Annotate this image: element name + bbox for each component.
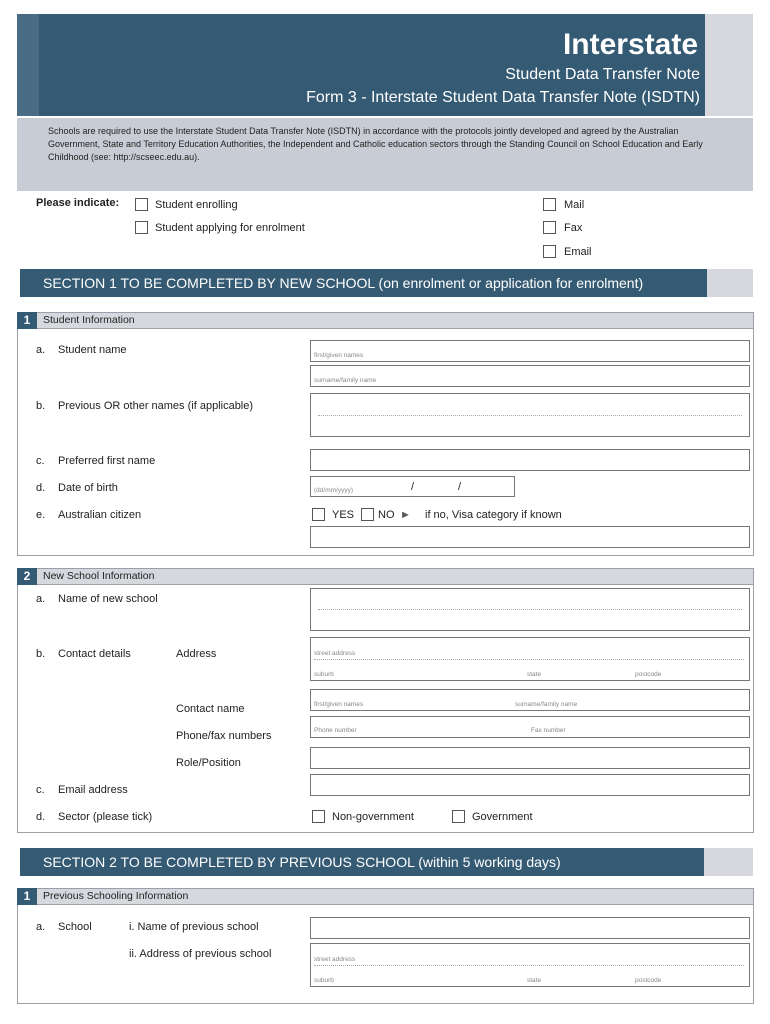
student-enrolling-label: Student enrolling bbox=[155, 199, 238, 211]
form-name bbox=[306, 89, 700, 107]
government-label: Government bbox=[472, 811, 533, 823]
ns-b-letter: b. bbox=[36, 648, 46, 660]
citizen-yes-checkbox[interactable] bbox=[312, 508, 325, 521]
section1-title: SECTION 1 TO BE COMPLETED BY NEW SCHOOL (on enrolment or application for enrolment) bbox=[43, 275, 644, 291]
d-letter: d. bbox=[36, 482, 46, 494]
government-checkbox[interactable] bbox=[452, 810, 465, 823]
previous-names-divider bbox=[318, 415, 742, 416]
school-label: School bbox=[58, 921, 92, 933]
citizen-yes-label: YES bbox=[332, 509, 355, 521]
email-address-field[interactable] bbox=[310, 774, 750, 796]
student-name-label: Student name bbox=[58, 344, 127, 356]
form-title: Interstate bbox=[562, 28, 698, 61]
contact-surname-hint: surname/family name bbox=[515, 701, 578, 708]
intro-text: Schools are required to use the Interstate Student Data Transfer Note (ISDTN) in accordance with the protocols jointly developed and agreed by the Australian Government, State and Territory Education Authorities, the Independent and Catholic education sectors through the Standing Council on School Education and Early Childhood (see: http://scseec.edu.au). bbox=[48, 126, 703, 162]
address-label: Address bbox=[176, 648, 217, 660]
ps-postcode-hint: postcode bbox=[635, 977, 662, 984]
first-name-field[interactable] bbox=[310, 340, 750, 362]
preferred-name-label: Preferred first name bbox=[58, 455, 156, 467]
section2-title: SECTION 2 TO BE COMPLETED BY PREVIOUS SCHOOL (within 5 working days) bbox=[43, 854, 561, 870]
dob-hint: (dd/mm/yyyy) bbox=[314, 487, 353, 494]
contact-details-label: Contact details bbox=[58, 648, 131, 660]
email-checkbox[interactable] bbox=[543, 245, 556, 258]
role-label: Role/Position bbox=[176, 757, 241, 769]
ns-d-letter: d. bbox=[36, 811, 46, 823]
surname-hint: surname/family name bbox=[314, 377, 377, 384]
postcode-hint: postcode bbox=[635, 671, 662, 678]
email-label: Email bbox=[564, 246, 592, 258]
student-info-number: 1 bbox=[17, 312, 37, 329]
dob-slash-2: / bbox=[458, 481, 462, 493]
previous-school-address-label: ii. Address of previous school bbox=[129, 948, 272, 960]
e-letter: e. bbox=[36, 509, 46, 521]
new-school-number: 2 bbox=[17, 568, 37, 585]
previous-schooling-title: Previous Schooling Information bbox=[43, 890, 189, 902]
first-name-hint: first/given names bbox=[314, 352, 364, 359]
ns-a-letter: a. bbox=[36, 593, 46, 605]
dob-label: Date of birth bbox=[58, 482, 118, 494]
visa-field[interactable] bbox=[310, 526, 750, 548]
mail-checkbox[interactable] bbox=[543, 198, 556, 211]
fax-label: Fax bbox=[564, 222, 583, 234]
mail-label: Mail bbox=[564, 199, 585, 211]
fax-hint: Fax number bbox=[531, 727, 566, 734]
form-subtitle: Student Data Transfer Note bbox=[505, 66, 700, 83]
citizen-no-label: NO bbox=[378, 509, 395, 521]
phone-fax-label: Phone/fax numbers bbox=[176, 730, 272, 742]
indicate-label: Please indicate: bbox=[36, 197, 120, 209]
a-letter: a. bbox=[36, 344, 46, 356]
ns-c-letter: c. bbox=[36, 784, 45, 796]
ps-street-hint: street address bbox=[314, 956, 356, 963]
student-info-title: Student Information bbox=[43, 314, 135, 326]
ps-address-divider bbox=[314, 965, 744, 966]
form-full-name: Interstate Student Data Transfer Note (ISDTN) bbox=[370, 89, 700, 106]
previous-schooling-number: 1 bbox=[17, 888, 37, 905]
form-dash: - bbox=[356, 89, 371, 106]
suburb-hint: suburb bbox=[314, 671, 334, 678]
dob-slash-1: / bbox=[411, 481, 415, 493]
student-applying-checkbox[interactable] bbox=[135, 221, 148, 234]
form-label: Form 3 bbox=[306, 89, 357, 106]
new-school-name-label: Name of new school bbox=[58, 593, 158, 605]
ps-a-letter: a. bbox=[36, 921, 46, 933]
phone-fax-field[interactable] bbox=[310, 716, 750, 738]
b-letter: b. bbox=[36, 400, 46, 412]
address-divider bbox=[314, 659, 744, 660]
ps-state-hint: state bbox=[527, 977, 542, 984]
citizen-label: Australian citizen bbox=[58, 509, 142, 521]
header-accent bbox=[17, 14, 39, 116]
previous-school-name-field[interactable] bbox=[310, 917, 750, 939]
previous-names-label: Previous OR other names (if applicable) bbox=[58, 400, 254, 412]
role-field[interactable] bbox=[310, 747, 750, 769]
non-government-label: Non-government bbox=[332, 811, 414, 823]
non-government-checkbox[interactable] bbox=[312, 810, 325, 823]
student-applying-label: Student applying for enrolment bbox=[155, 222, 305, 234]
fax-checkbox[interactable] bbox=[543, 221, 556, 234]
phone-hint: Phone number bbox=[314, 727, 357, 734]
student-enrolling-checkbox[interactable] bbox=[135, 198, 148, 211]
citizen-no-checkbox[interactable] bbox=[361, 508, 374, 521]
arrow-icon: ► bbox=[400, 509, 411, 521]
contact-first-hint: first/given names bbox=[314, 701, 364, 708]
ps-suburb-hint: suburb bbox=[314, 977, 334, 984]
previous-school-name-label: i. Name of previous school bbox=[129, 921, 259, 933]
preferred-name-field[interactable] bbox=[310, 449, 750, 471]
visa-label: if no, Visa category if known bbox=[425, 509, 562, 521]
sector-label: Sector (please tick) bbox=[58, 811, 153, 823]
email-address-label: Email address bbox=[58, 784, 128, 796]
new-school-name-divider bbox=[318, 609, 742, 610]
contact-name-label: Contact name bbox=[176, 703, 245, 715]
street-hint: street address bbox=[314, 650, 356, 657]
new-school-title: New School Information bbox=[43, 570, 155, 582]
c-letter: c. bbox=[36, 455, 45, 467]
state-hint: state bbox=[527, 671, 542, 678]
